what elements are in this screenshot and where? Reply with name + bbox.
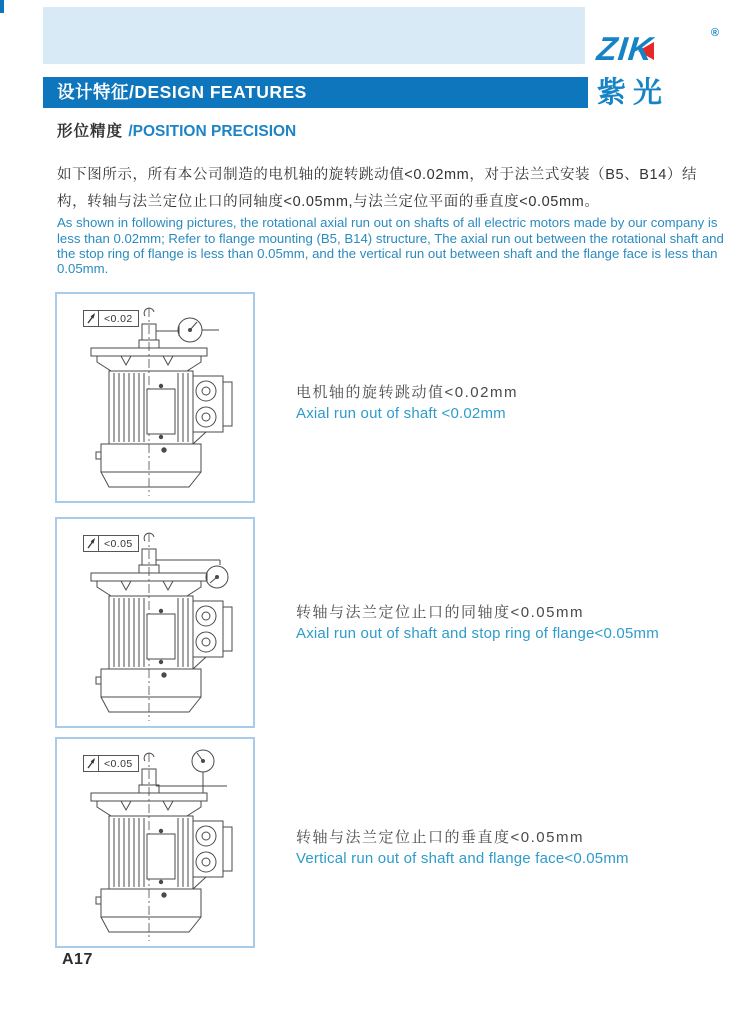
figure-caption-en: Axial run out of shaft and stop ring of flange<0.05mm <box>296 625 659 642</box>
figure-row-3 <box>0 737 750 948</box>
intro-paragraph-en: As shown in following pictures, the rotational axial run out on shafts of all electric motors made by our company is less than 0.02mm; Refer to flange mounting (B5, B14) structure, The axial run out between the rotational shaft and the stop ring of flange is less than 0.05mm, and the vertical run out between shaft and the flange face is less than 0.05mm. <box>57 215 724 277</box>
section-header-title: 设计特征/DESIGN FEATURES <box>57 82 307 102</box>
tolerance-value: <0.02 <box>104 312 133 325</box>
figure-row-1 <box>0 292 750 503</box>
intro-paragraph-cn: 如下图所示，所有本公司制造的电机轴的旋转跳动值<0.02mm，对于法兰式安装（B5、B14）结构，转轴与法兰定位止口的同轴度<0.05mm,与法兰定位平面的垂直度<0.05mm。 <box>57 166 698 210</box>
figure-2-caption <box>296 601 659 642</box>
figure-3-caption <box>296 826 629 867</box>
tolerance-callout <box>83 755 139 772</box>
runout-symbol-icon <box>84 536 99 551</box>
figure-caption-en: Axial run out of shaft <0.02mm <box>296 405 506 422</box>
registered-trademark-symbol: ® <box>710 27 719 39</box>
top-decorative-band <box>43 7 585 64</box>
motor-diagram-2 <box>55 517 255 728</box>
subsection-title-cn: 形位精度 <box>57 123 129 140</box>
brand-logo <box>595 27 737 111</box>
page-corner-mark <box>0 0 4 13</box>
brand-chinese-name: 紫光 <box>597 77 670 109</box>
figure-1-caption <box>296 381 518 422</box>
tolerance-callout <box>83 535 139 552</box>
figure-caption-cn: 电机轴的旋转跳动值<0.02mm <box>296 384 518 401</box>
subsection-title-en: /POSITION PRECISION <box>128 123 297 140</box>
figure-caption-cn: 转轴与法兰定位止口的垂直度<0.05mm <box>296 829 584 846</box>
motor-diagram-3 <box>55 737 255 948</box>
page-number: A17 <box>62 951 93 968</box>
section-header-bar <box>43 77 588 108</box>
figure-caption-cn: 转轴与法兰定位止口的同轴度<0.05mm <box>296 604 584 621</box>
runout-symbol-icon <box>84 311 99 326</box>
runout-symbol-icon <box>84 756 99 771</box>
tolerance-value: <0.05 <box>104 757 133 770</box>
figure-caption-en: Vertical run out of shaft and flange face<0.05mm <box>296 850 629 867</box>
brand-logo-text: ZIK <box>595 30 656 67</box>
subsection-title <box>57 119 296 141</box>
tolerance-callout <box>83 310 139 327</box>
brand-logo-mark <box>595 27 737 67</box>
figure-row-2 <box>0 517 750 728</box>
motor-diagram-1 <box>55 292 255 503</box>
tolerance-value: <0.05 <box>104 537 133 550</box>
